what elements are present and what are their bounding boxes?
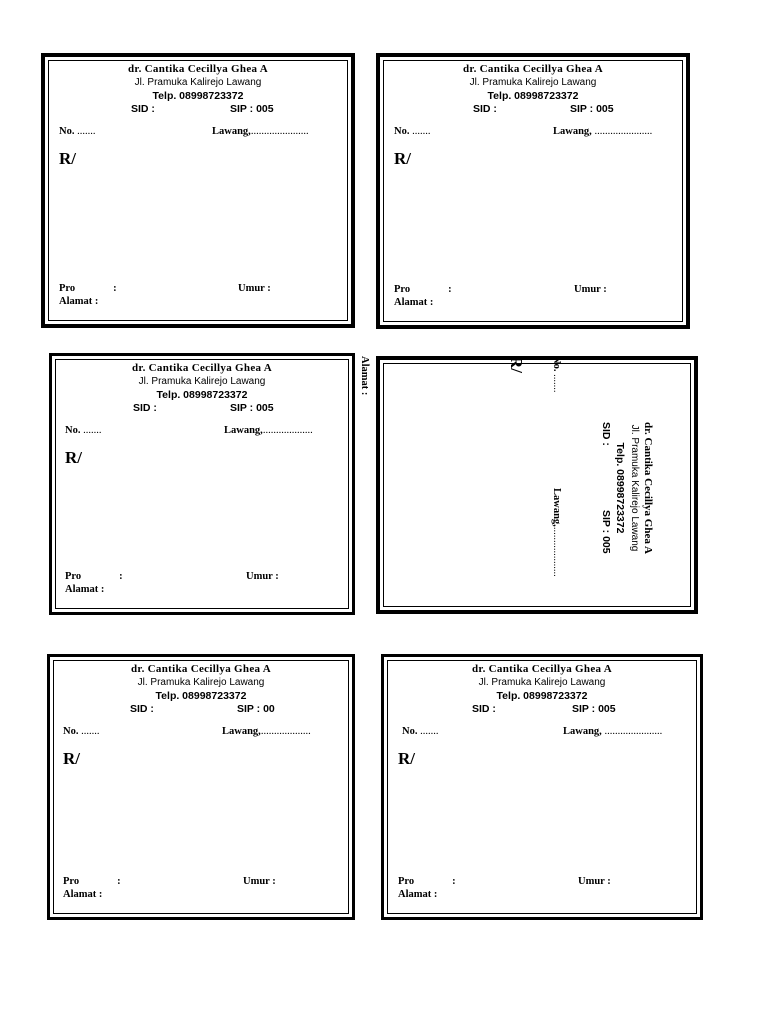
lawang-date bbox=[551, 488, 562, 577]
pro-label: Pro bbox=[394, 284, 411, 295]
patient-address: Alamat : bbox=[394, 297, 434, 308]
patient-address: Alamat : bbox=[65, 584, 105, 595]
lawang-date bbox=[224, 425, 313, 436]
phone-number: Telp. 08998723372 bbox=[496, 690, 588, 702]
patient-name bbox=[59, 283, 117, 294]
sid-label: SID : bbox=[600, 422, 612, 446]
prescription-number bbox=[63, 726, 99, 737]
rx-symbol: R/ bbox=[63, 749, 80, 768]
prescription-card-3 bbox=[49, 353, 355, 615]
no-label: No. bbox=[63, 726, 79, 737]
lawang-dots: ................... bbox=[262, 425, 313, 436]
lawang-dots: ...................... bbox=[604, 726, 663, 737]
patient-age: Umur : bbox=[238, 283, 271, 294]
pro-label: Pro bbox=[59, 283, 76, 294]
patient-age: Umur : bbox=[578, 876, 611, 887]
doctor-name: dr. Cantika Cecillya Ghea A bbox=[471, 663, 612, 675]
prescription-number bbox=[551, 356, 562, 392]
sip-label: SIP : 005 bbox=[230, 103, 274, 115]
sid-label: SID : bbox=[130, 703, 154, 715]
sip-label: SIP : 005 bbox=[230, 402, 274, 414]
sid-label: SID : bbox=[473, 103, 497, 115]
rx-symbol: R/ bbox=[398, 749, 415, 768]
phone-number: Telp. 08998723372 bbox=[156, 389, 248, 401]
lawang-label: Lawang, bbox=[563, 726, 602, 737]
lawang-label: Lawang, bbox=[553, 126, 592, 137]
pro-colon: : bbox=[119, 571, 123, 582]
doctor-name: dr. Cantika Cecillya Ghea A bbox=[130, 663, 271, 675]
phone-number: Telp. 08998723372 bbox=[487, 90, 579, 102]
patient-address: Alamat : bbox=[63, 889, 103, 900]
pro-colon: : bbox=[113, 283, 117, 294]
lawang-date bbox=[212, 126, 309, 137]
pro-colon: : bbox=[448, 284, 452, 295]
no-label: No. bbox=[394, 126, 410, 137]
lawang-label: Lawang, bbox=[224, 425, 263, 436]
lawang-label: Lawang, bbox=[212, 126, 251, 137]
prescription-number bbox=[394, 126, 430, 137]
lawang-dots: ................... bbox=[551, 526, 562, 577]
sip-label: SIP : 005 bbox=[570, 103, 614, 115]
pro-label: Pro bbox=[63, 876, 80, 887]
no-label: No. bbox=[65, 425, 81, 436]
lawang-label: Lawang, bbox=[551, 488, 562, 527]
clinic-address: Jl. Pramuka Kalirejo Lawang bbox=[138, 376, 266, 387]
doctor-name: dr. Cantika Cecillya Ghea A bbox=[642, 422, 654, 554]
sip-label: SIP : 005 bbox=[600, 510, 612, 554]
rx-symbol: R/ bbox=[65, 448, 82, 467]
clinic-address: Jl. Pramuka Kalirejo Lawang bbox=[478, 677, 606, 688]
lawang-date bbox=[222, 726, 311, 737]
lawang-date bbox=[553, 126, 652, 137]
doctor-name: dr. Cantika Cecillya Ghea A bbox=[462, 63, 603, 75]
no-label: No. bbox=[551, 356, 562, 372]
no-dots: ....... bbox=[81, 726, 100, 737]
prescription-number bbox=[65, 425, 101, 436]
clinic-address: Jl. Pramuka Kalirejo Lawang bbox=[137, 677, 265, 688]
prescription-card-1 bbox=[41, 53, 355, 328]
prescription-number bbox=[402, 726, 438, 737]
no-dots: ....... bbox=[412, 126, 431, 137]
patient-age: Umur : bbox=[246, 571, 279, 582]
pro-colon: : bbox=[117, 876, 121, 887]
rx-symbol: R/ bbox=[59, 149, 76, 168]
pro-label: Pro bbox=[65, 571, 82, 582]
lawang-dots: ...................... bbox=[250, 126, 309, 137]
no-label: No. bbox=[59, 126, 75, 137]
prescription-card-6 bbox=[381, 654, 703, 920]
phone-number: Telp. 08998723372 bbox=[155, 690, 247, 702]
patient-address: Alamat : bbox=[59, 296, 99, 307]
no-dots: ....... bbox=[83, 425, 102, 436]
patient-name bbox=[398, 876, 456, 887]
lawang-label: Lawang, bbox=[222, 726, 261, 737]
no-dots: ....... bbox=[77, 126, 96, 137]
lawang-dots: ...................... bbox=[594, 126, 653, 137]
rx-symbol: R/ bbox=[394, 149, 411, 168]
patient-name bbox=[63, 876, 121, 887]
patient-name bbox=[394, 284, 452, 295]
patient-address: Alamat : bbox=[359, 356, 370, 396]
patient-age: Umur : bbox=[243, 876, 276, 887]
no-dots: ....... bbox=[420, 726, 439, 737]
patient-address: Alamat : bbox=[398, 889, 438, 900]
doctor-name: dr. Cantika Cecillya Ghea A bbox=[127, 63, 268, 75]
doctor-name: dr. Cantika Cecillya Ghea A bbox=[131, 362, 272, 374]
sid-label: SID : bbox=[472, 703, 496, 715]
sid-label: SID : bbox=[133, 402, 157, 414]
patient-age: Umur : bbox=[574, 284, 607, 295]
no-label: No. bbox=[402, 726, 418, 737]
clinic-address: Jl. Pramuka Kalirejo Lawang bbox=[469, 77, 597, 88]
phone-number: Telp. 08998723372 bbox=[152, 90, 244, 102]
rotated-content bbox=[359, 356, 698, 614]
pro-colon: : bbox=[452, 876, 456, 887]
rx-symbol: R/ bbox=[507, 356, 526, 373]
prescription-number bbox=[59, 126, 95, 137]
no-dots: ....... bbox=[551, 374, 562, 393]
lawang-dots: ................... bbox=[260, 726, 311, 737]
sip-label: SIP : 005 bbox=[572, 703, 616, 715]
patient-name bbox=[65, 571, 123, 582]
pro-label: Pro bbox=[398, 876, 415, 887]
lawang-date bbox=[563, 726, 662, 737]
sid-label: SID : bbox=[131, 103, 155, 115]
prescription-card-5 bbox=[47, 654, 355, 920]
clinic-address: Jl. Pramuka Kalirejo Lawang bbox=[134, 77, 262, 88]
phone-number: Telp. 08998723372 bbox=[614, 442, 626, 534]
prescription-card-2 bbox=[376, 53, 690, 329]
clinic-address: Jl. Pramuka Kalirejo Lawang bbox=[629, 424, 640, 552]
prescription-card-4-rotated bbox=[359, 356, 698, 614]
sip-label: SIP : 00 bbox=[237, 703, 275, 715]
